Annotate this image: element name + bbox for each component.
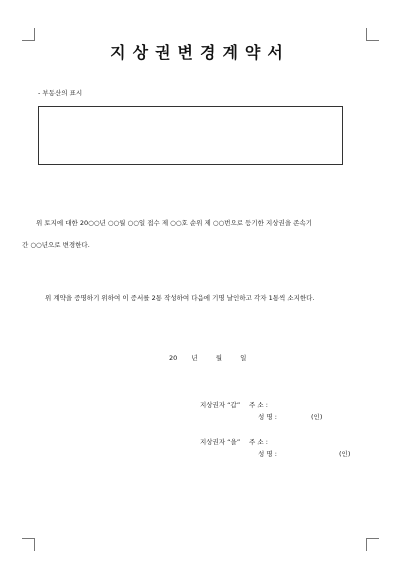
- date-year-unit: 년: [191, 354, 198, 362]
- property-label: - 부동산의 표시: [38, 89, 83, 97]
- body-line-1: 위 토지에 대한 20○○년 ○○월 ○○일 접수 제 ○○호 순위 제 ○○번으로 등기한 지상권을 존속기: [36, 219, 313, 227]
- document-title: 지상권변경계약서: [110, 43, 290, 62]
- witness-sentence: 위 계약을 증명하기 위하여 이 증서를 2통 작성하여 다음에 기명 날인하고 각자 1통씩 소지한다.: [45, 294, 315, 302]
- party-a-address-label: 주 소 :: [249, 401, 268, 409]
- party-a-label: 지상권자 “갑”: [200, 401, 241, 409]
- date-year-prefix: 20: [169, 354, 178, 362]
- party-b-address-label: 주 소 :: [249, 438, 268, 446]
- party-b-label: 지상권자 “을”: [200, 438, 241, 446]
- party-a-name-label: 성 명 :: [258, 413, 277, 421]
- contract-date: [169, 353, 246, 362]
- date-month-unit: 월: [215, 354, 222, 362]
- crop-mark-bottom-left: [22, 538, 35, 551]
- party-b-name-label: 성 명 :: [258, 450, 277, 458]
- party-b-seal: (인): [339, 450, 351, 458]
- body-line-2: 간 ○○년으로 변경한다.: [22, 241, 90, 249]
- property-description-box[interactable]: [38, 106, 343, 165]
- date-day-unit: 일: [240, 354, 247, 362]
- crop-mark-bottom-right: [366, 538, 379, 551]
- party-a-seal: (인): [311, 413, 323, 421]
